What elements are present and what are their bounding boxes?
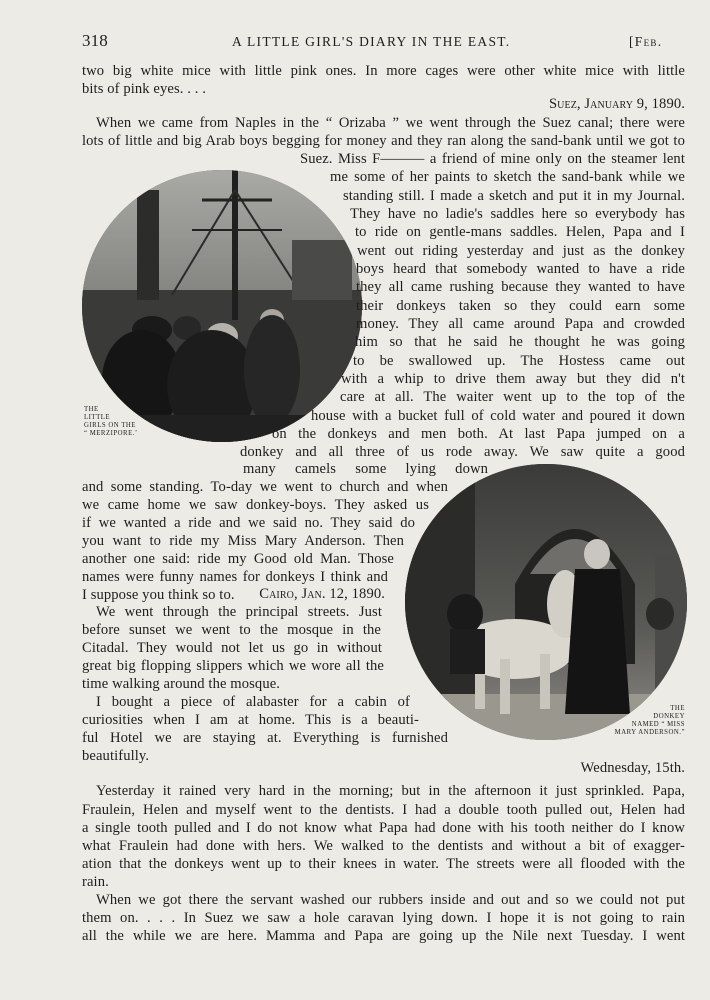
text-line: money. They all came around Papa and crowded (356, 316, 685, 332)
text-line: When we came from Naples in the “ Orizaba ” we went through the Suez canal; there were (96, 115, 685, 131)
photo2-caption-line: NAMED “ MISS (631, 721, 685, 728)
text-line: another one said: ride my Good old Man. Those (82, 551, 394, 567)
text-line: names were funny names for donkeys I think and (82, 569, 388, 585)
text-line: me some of her paints to sketch the sand-bank while we (330, 169, 685, 185)
text-line: I suppose you think so to. (82, 587, 235, 603)
text-line: two big white mice with little pink ones. In more cages were other white mice with little (82, 63, 685, 79)
dateline-suez: Suez, January 9, 1890. (548, 96, 685, 112)
text-line: to ride on gentle-mans saddles. Helen, Papa and I (355, 224, 685, 240)
text-line: what Fraulein had done with hers. We walked to the dentists and without a bit of exagger- (82, 838, 685, 854)
photo1-caption-line: GIRLS ON THE (84, 422, 136, 429)
photo2-caption-line: THE (670, 705, 685, 712)
text-line: Fraulein, Helen and myself went to the dentists. I had a double tooth pulled out, Helen had (82, 802, 685, 818)
text-line: house with a bucket full of cold water and poured it down (311, 408, 685, 424)
text-line: they all came rushing because they wanted to have (356, 279, 685, 295)
text-line: We went through the principal streets. Just (96, 604, 382, 620)
text-line: if we wanted a ride and we said no. They said do (82, 515, 415, 531)
photo-donkey-miss-mary-anderson (405, 464, 687, 740)
photo-little-girls-image (82, 170, 362, 442)
dateline-cairo: Cairo, Jan. 12, 1890. (259, 586, 385, 602)
photo-donkey-image (405, 464, 687, 740)
text-line: ation that the donkeys went up to their knees in water. The streets were all flooded with the (82, 856, 685, 872)
photo-little-girls-on-merzipore (82, 170, 362, 442)
running-month: [Feb. (629, 34, 663, 49)
text-line: care at all. The waiter went up to the top of the (340, 389, 685, 405)
text-line: him so that he said he thought he was going (355, 334, 685, 350)
text-line: curiosities when I am at home. This is a beauti- (82, 712, 419, 728)
photo2-caption-line: DONKEY (653, 713, 685, 720)
text-line: donkey and all three of us rode away. We saw quite a good (240, 444, 685, 460)
text-line: them on. . . . In Suez we saw a hole caravan lying down. I hope it is not going to rain (82, 910, 685, 926)
dateline-wednesday: Wednesday, 15th. (580, 760, 685, 776)
text-line: to be swallowed up. The Hostess came out (353, 353, 685, 369)
text-line: bits of pink eyes. . . . (82, 81, 207, 97)
photo1-caption-line: “ MERZIPORE.’ (84, 430, 138, 437)
text-line: rain. (82, 874, 109, 890)
photo2-caption (600, 705, 685, 737)
text-line: Yesterday it rained very hard in the morning; but in the afternoon it just sprinkled. Papa, (96, 783, 685, 799)
text-line: I bought a piece of alabaster for a cabin of (96, 694, 410, 710)
text-line: ful Hotel we are staying at. Everything is furnished (82, 730, 448, 746)
photo1-caption-line: THE (84, 406, 99, 413)
photo2-caption-line: MARY ANDERSON.” (614, 729, 685, 736)
text-line: Citadal. They would not let us go in without (82, 640, 382, 656)
text-line: before sunset we went to the mosque in the (82, 622, 381, 638)
text-line: went out riding yesterday and just as the donkey (357, 243, 685, 259)
text-line: many camels some lying down (243, 461, 488, 477)
photo1-caption-line: LITTLE (84, 414, 111, 421)
text-line: on the donkeys and men both. At last Papa jumped on a (272, 426, 685, 442)
page-number: 318 (82, 31, 108, 50)
text-line: with a whip to drive them away but they did n't (341, 371, 685, 387)
text-line: great big flopping slippers which we wore all the (82, 658, 384, 674)
text-line: a single tooth pulled and I do not know what Papa had done with his tooth neither do I know (82, 820, 685, 836)
text-line: When we got there the servant washed our rubbers inside and out and so we could not put (96, 892, 685, 908)
text-line: we came home we saw donkey-boys. They asked us (82, 497, 429, 513)
text-line: time walking around the mosque. (82, 676, 281, 692)
text-line: boys heard that somebody wanted to have a ride (356, 261, 685, 277)
text-line: you want to ride my Miss Mary Anderson. Then (82, 533, 404, 549)
text-line: and some standing. To-day we went to church and when (82, 479, 448, 495)
text-line: They have no ladie's saddles here so everybody has (350, 206, 685, 222)
text-line: their donkeys taken so they could earn some (356, 298, 685, 314)
text-line: standing still. I made a sketch and put it in my Journal. (343, 188, 685, 204)
text-line: Suez. Miss F——— a friend of mine only on the steamer lent (300, 151, 685, 167)
text-line: lots of little and big Arab boys begging for money and they ran along the sand-bank until we got to (82, 133, 685, 149)
text-line: beautifully. (82, 748, 150, 764)
photo1-caption (84, 406, 138, 438)
text-line: all the while we are here. Mamma and Papa are going up the Nile next Tuesday. I went (82, 928, 685, 944)
running-title: A LITTLE GIRL'S DIARY IN THE EAST. (232, 34, 511, 49)
